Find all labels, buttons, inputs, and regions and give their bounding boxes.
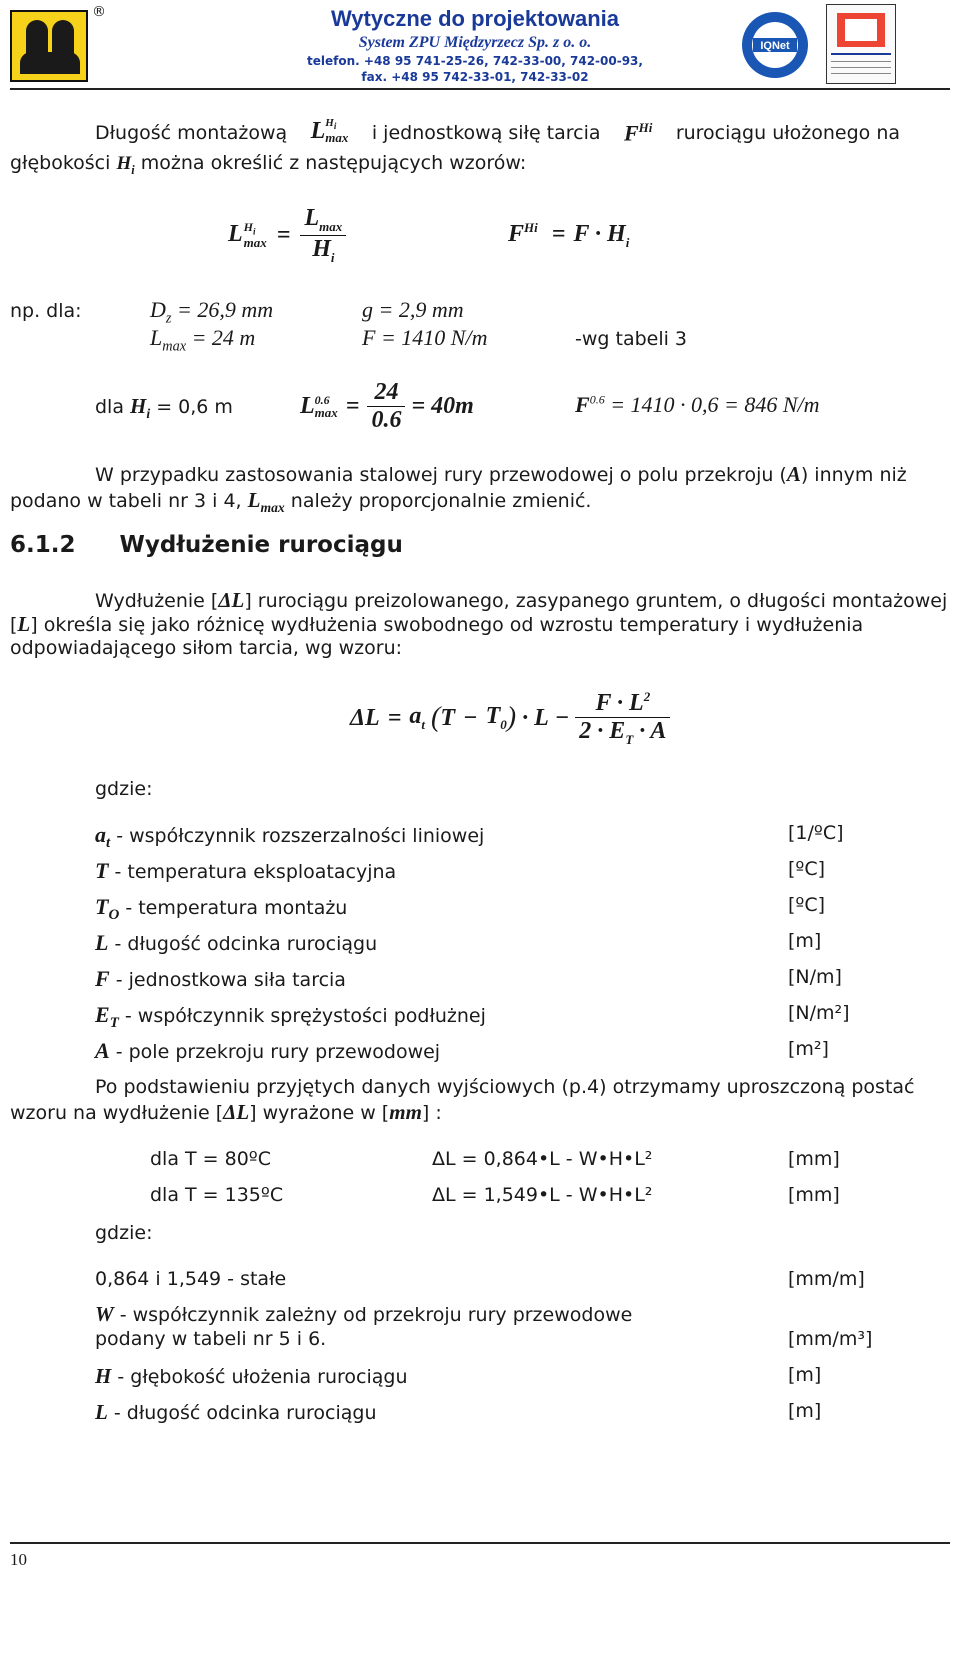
section-number: 6.1.2: [10, 532, 76, 558]
definition-row: [95, 1038, 440, 1064]
def2-w-line2: podany w tabeli nr 5 i 6.: [95, 1328, 327, 1350]
definition-unit: [1/ºC]: [788, 822, 844, 844]
header: [0, 0, 960, 92]
example-f: F = 1410 N/m: [362, 325, 488, 350]
page-number: 10: [10, 1550, 27, 1569]
symbol-f-hi: $F^{Hi}$: [623, 120, 653, 146]
footer-divider: [10, 1542, 950, 1544]
definition-row: [95, 894, 347, 924]
example-dz: $D_z = 26,9$ mm: [150, 297, 274, 327]
def2-l-unit: [m]: [788, 1400, 822, 1422]
section-title: Wydłużenie rurociągu: [119, 532, 403, 558]
definition-symbol: a: [95, 822, 106, 847]
formula-delta-l: ΔL = $a_t$ ( T − $T_0$ ) · L − $\frac{F \cdot L^2}{2 \cdot E_T \cdot A}$: [350, 682, 670, 754]
example-g: g = 2,9 mm: [362, 297, 464, 322]
definition-unit: [N/m]: [788, 966, 842, 988]
para-elong-line-2: [L] określa się jako różnicę wydłużenia swobodnego od wzrostu temperatury i wydłużenia: [10, 612, 864, 636]
definition-unit: [N/m²]: [788, 1002, 850, 1024]
definition-symbol: E: [95, 1002, 110, 1027]
definition-text: - pole przekroju rury przewodowej: [109, 1041, 441, 1063]
example-table-ref: -wg tabeli 3: [575, 328, 688, 350]
def2-constants: 0,864 i 1,549 - stałe: [95, 1268, 287, 1290]
header-fax: fax. +48 95 742-33-01, 742-33-02: [361, 70, 589, 84]
case-formula: [432, 1148, 652, 1170]
para-elong-line-3: odpowiadającego siłom tarcia, wg wzoru:: [10, 637, 403, 659]
definition-symbol: L: [95, 930, 109, 955]
symbol-lmax-hi: L $_{H_i max}$: [310, 116, 349, 145]
definition-row: [95, 822, 484, 852]
definition-subscript: T: [109, 1014, 119, 1031]
definition-symbol: A: [95, 1038, 110, 1063]
definition-text: - temperatura montażu: [119, 897, 348, 919]
definition-symbol: T: [95, 894, 109, 919]
definition-text: - współczynnik sprężystości podłużnej: [118, 1005, 486, 1027]
def2-h: H - głębokość ułożenia rurociągu: [95, 1364, 408, 1388]
para-simpl-line-2: wzoru na wydłużenie [ΔL] wyrażone w [mm] :: [10, 1100, 442, 1124]
formula-lmax-hi: L $H_i$ max = $\frac{L_{max}}{H_i}$: [228, 200, 346, 270]
header-company: System ZPU Międzyrzecz Sp. z o. o.: [358, 34, 592, 51]
definition-unit: [ºC]: [788, 858, 826, 880]
case-unit: [mm]: [788, 1184, 840, 1206]
definition-unit: [ºC]: [788, 894, 826, 916]
formula-f-hi: $F^{Hi} = F \cdot H_i$: [508, 220, 630, 250]
gdzie-label-2: gdzie:: [95, 1222, 153, 1244]
case-condition: dla T = 135ºC: [150, 1184, 284, 1206]
case-condition: dla T = 80ºC: [150, 1148, 272, 1170]
def2-w: W - współczynnik zależny od przekroju rury przewodowe: [95, 1302, 633, 1326]
def2-l: L - długość odcinka rurociągu: [95, 1400, 377, 1424]
definition-row: [95, 966, 346, 992]
case-formula: [432, 1184, 652, 1206]
definition-text: - temperatura eksploatacyjna: [108, 861, 397, 883]
example-lmax: $L_{max} = 24$ m: [150, 325, 256, 355]
company-logo: [10, 10, 88, 82]
delta-symbol: Δ: [432, 1184, 445, 1206]
para-steel-line-1: W przypadku zastosowania stalowej rury przewodowej o polu przekroju (A) innym niż: [95, 462, 907, 486]
para-steel-line-2: podano w tabeli nr 3 i 4, $L_{max}$ należy proporcjonalnie zmienić.: [10, 488, 592, 516]
registered-mark: ®: [92, 4, 106, 20]
iso-certificate-logo: [826, 4, 896, 84]
def2-h-unit: [m]: [788, 1364, 822, 1386]
gdzie-label-1: gdzie:: [95, 778, 153, 800]
svg-text:IQNet: IQNet: [760, 40, 790, 52]
iqnet-certificate-logo: [740, 10, 810, 80]
header-divider: [10, 88, 950, 90]
example-f06-formula: $F^{0.6} = 1410 \cdot 0,6 = 846$ N/m: [575, 392, 820, 417]
definition-unit: [m²]: [788, 1038, 829, 1060]
section-heading: [10, 532, 403, 558]
definition-text: - długość odcinka rurociągu: [108, 933, 378, 955]
example-np: np. dla:: [10, 300, 82, 322]
definition-symbol: F: [95, 966, 110, 991]
intro-line-2: głębokości $H_i$ można określić z następujących wzorów:: [10, 152, 527, 177]
example-lmax-formula: L 0.6 max = $\frac{24}{0.6}$ = 40m: [300, 378, 474, 433]
definition-text: - współczynnik rozszerzalności liniowej: [110, 825, 485, 847]
para-elong-line-1: Wydłużenie [ΔL] rurociągu preizolowanego, zasypanego gruntem, o długości montażowej: [95, 588, 948, 612]
def2-w-unit: [mm/m³]: [788, 1328, 873, 1350]
definition-subscript: O: [108, 906, 120, 923]
definition-unit: [m]: [788, 930, 822, 952]
definition-text: - jednostkowa siła tarcia: [109, 969, 346, 991]
case-formula-text: L = 0,864•L - W•H•L²: [445, 1148, 653, 1170]
definition-row: [95, 1002, 486, 1032]
definition-row: [95, 930, 377, 956]
def2-constants-unit: [mm/m]: [788, 1268, 865, 1290]
case-unit: [mm]: [788, 1148, 840, 1170]
case-formula-text: L = 1,549•L - W•H•L²: [445, 1184, 653, 1206]
definition-symbol: T: [95, 858, 109, 883]
definition-row: [95, 858, 396, 884]
example-dla-hi: dla $H_i = 0,6$ m: [95, 394, 233, 422]
delta-symbol: Δ: [432, 1148, 445, 1170]
header-phone: telefon. +48 95 741-25-26, 742-33-00, 742-00-93,: [307, 54, 643, 68]
header-title: Wytyczne do projektowania: [330, 6, 620, 31]
para-simpl-line-1: Po podstawieniu przyjętych danych wyjściowych (p.4) otrzymamy uproszczoną postać: [95, 1076, 915, 1098]
intro-line-1: Długość montażową L $_{H_i max}$ i jednostkową siłę tarcia $F^{Hi}$ rurociągu ułożonego na: [95, 118, 900, 149]
definition-subscript: t: [106, 834, 111, 851]
